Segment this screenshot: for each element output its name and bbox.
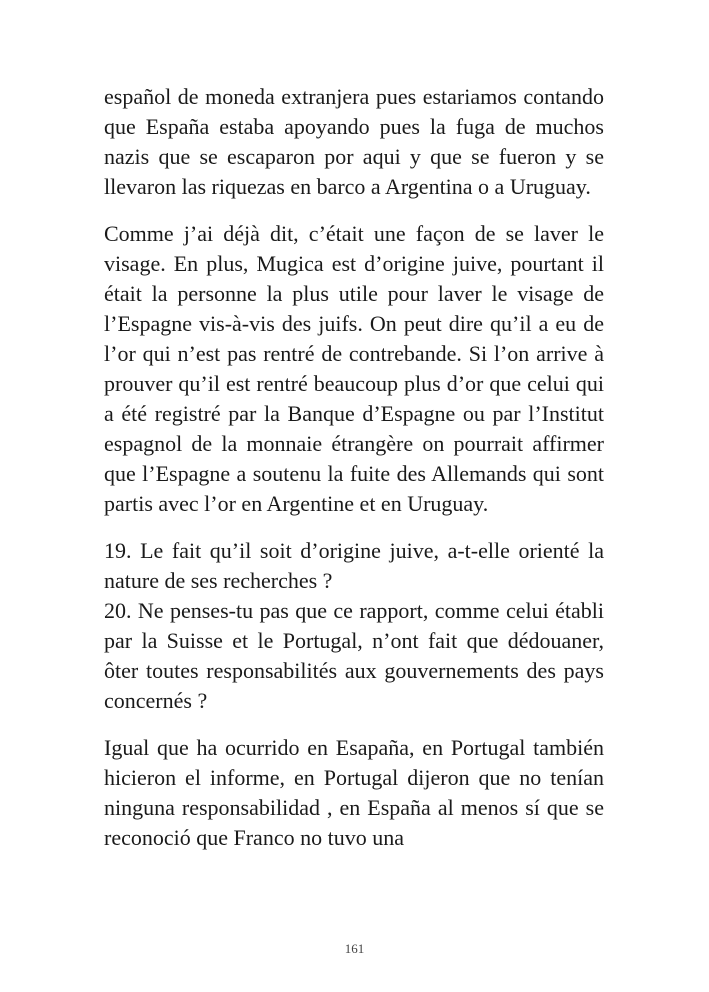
paragraph-spanish-intro: español de moneda extranjera pues estariamos contando que España estaba apoyando pues la fuga de muchos nazis que se escaparon por aqui y que se fueron y se llevaron las riquezas en barco a Argentina o a Uruguay.	[104, 84, 604, 199]
page-body	[104, 82, 604, 853]
question-20: 20. Ne penses-tu pas que ce rapport, comme celui établi par la Suisse et le Portugal, n’ont fait que dédouaner, ôter toutes responsabilités aux gouvernements des pays concernés ?	[104, 598, 604, 713]
questions-block	[104, 536, 604, 716]
question-19: 19. Le fait qu’il soit d’origine juive, a-t-elle orienté la nature de ses recherches ?	[104, 538, 604, 593]
paragraph-french-answer: Comme j’ai déjà dit, c’était une façon de se laver le visage. En plus, Mugica est d’origine juive, pourtant il était la personne la plus utile pour laver le visage de l’Espagne vis-à-vis des juifs. On peut dire qu’il a eu de l’or qui n’est pas rentré de contrebande. Si l’on arrive à prouver qu’il est rentré beaucoup plus d’or que celui qui a été registré par la Banque d’Espagne ou par l’Institut espagnol de la monnaie étrangère on pourrait affirmer que l’Espagne a soutenu la fuite des Allemands qui sont partis avec l’or en Argentine et en Uruguay.	[104, 221, 604, 516]
page-number: 161	[344, 941, 365, 956]
paragraph-spanish-answer: Igual que ha ocurrido en Esapaña, en Portugal también hicieron el informe, en Portugal dijeron que no tenían ninguna responsabilidad , en España al menos sí que se reconoció que Franco no tuvo una	[104, 735, 604, 850]
